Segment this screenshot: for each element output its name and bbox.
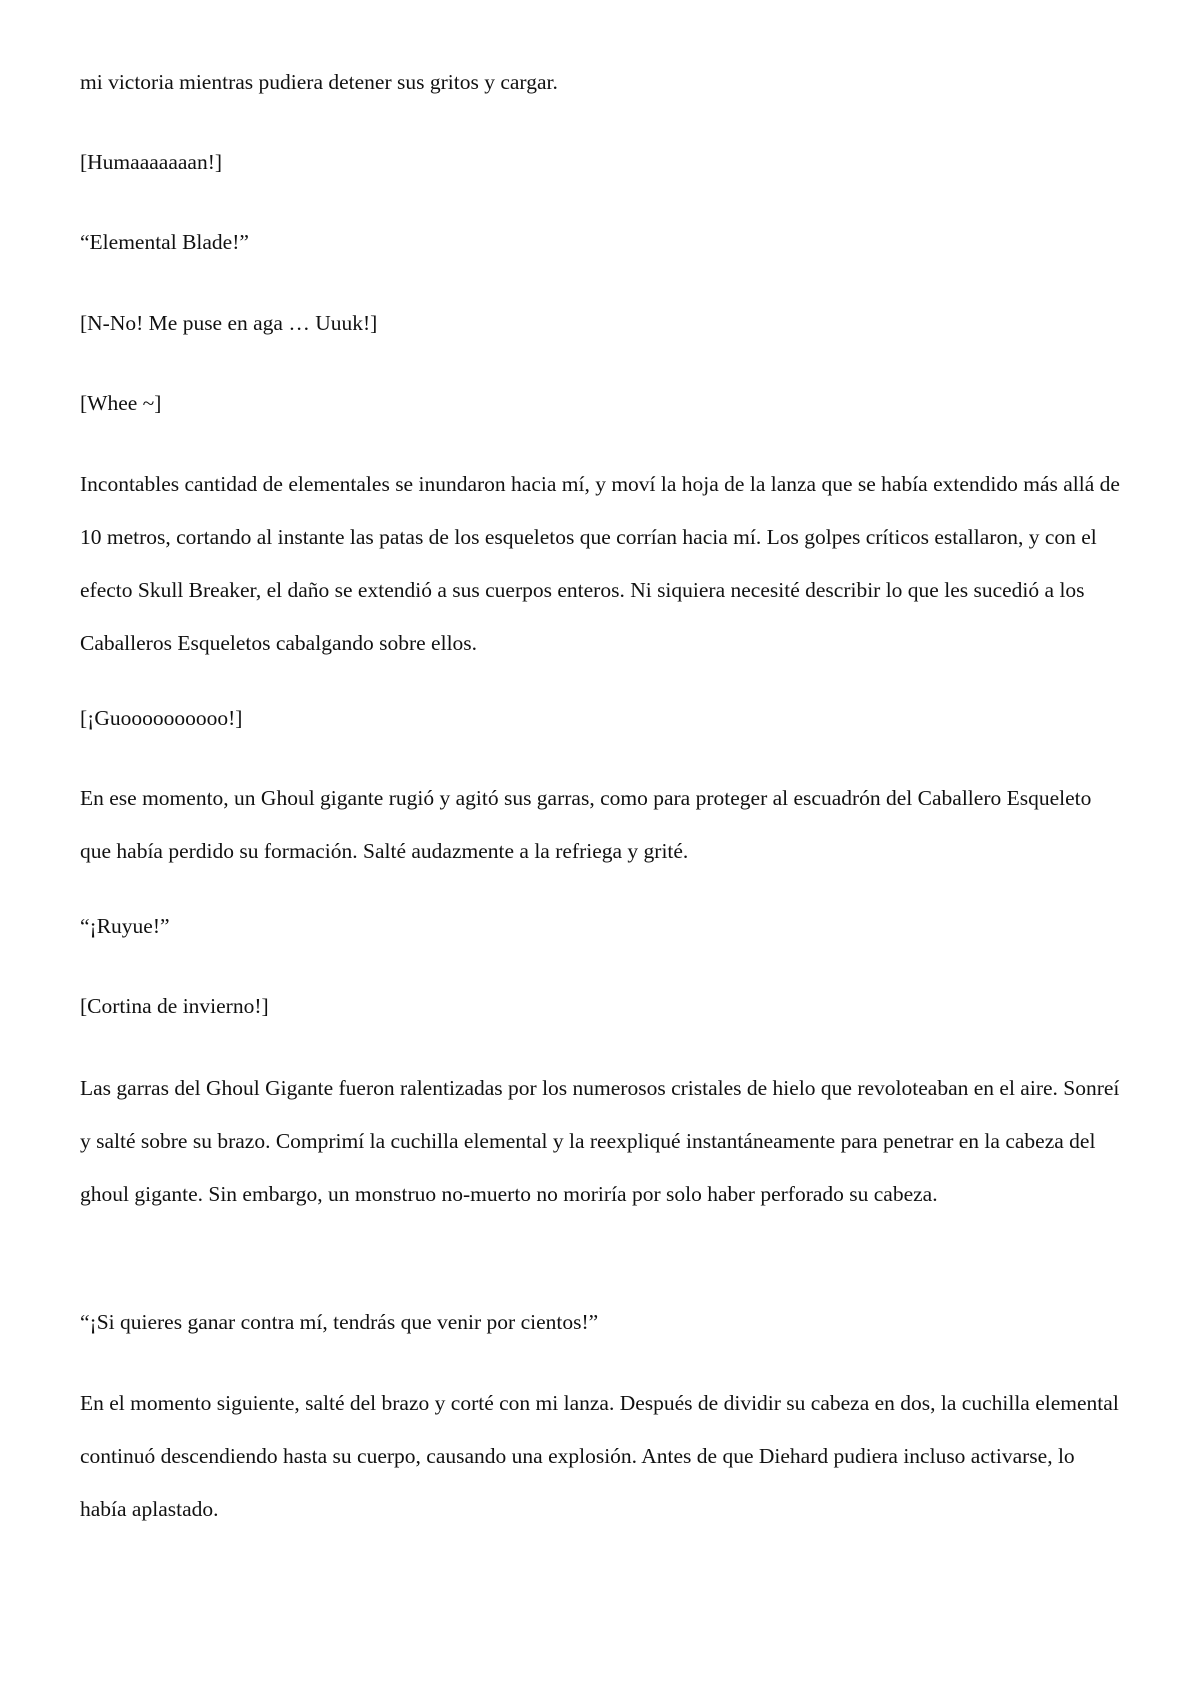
paragraph-8: En ese momento, un Ghoul gigante rugió y agitó sus garras, como para proteger al escuadrón del Caballero Esqueleto que había perdido su formación. Salté audazmente a la refriega y grité. [80,786,1092,863]
paragraph-2: [Humaaaaaaan!] [80,150,223,174]
paragraph-7: [¡Guoooooooooo!] [80,706,243,730]
paragraph-13: En el momento siguiente, salté del brazo y corté con mi lanza. Después de dividir su cabeza en dos, la cuchilla elemental continuó descendiendo hasta su cuerpo, causando una explosión. Antes de que Diehard pudiera incluso activarse, lo había aplastado. [80,1391,1119,1521]
paragraph-1: mi victoria mientras pudiera detener sus gritos y cargar. [80,70,558,94]
paragraph-6: Incontables cantidad de elementales se inundaron hacia mí, y moví la hoja de la lanza que se había extendido más allá de 10 metros, cortando al instante las patas de los esqueletos que corrían hacia mí. Los golpes críticos estallaron, y con el efecto Skull Breaker, el daño se extendió a sus cuerpos enteros. Ni siquiera necesité describir lo que les sucedió a los Caballeros Esqueletos cabalgando sobre ellos. [80,472,1120,655]
paragraph-5: [Whee ~] [80,391,162,415]
paragraph-9: “¡Ruyue!” [80,914,170,938]
paragraph-3: “Elemental Blade!” [80,230,249,254]
paragraph-11: Las garras del Ghoul Gigante fueron ralentizadas por los numerosos cristales de hielo que revoloteaban en el aire. Sonreí y salté sobre su brazo. Comprimí la cuchilla elemental y la reexpliqué instantáneamente para penetrar en la cabeza del ghoul gigante. Sin embargo, un monstruo no-muerto no moriría por solo haber perforado su cabeza. [80,1076,1120,1206]
paragraph-10: [Cortina de invierno!] [80,994,269,1018]
paragraph-12: “¡Si quieres ganar contra mí, tendrás que venir por cientos!” [80,1310,599,1334]
paragraph-4: [N-No! Me puse en aga … Uuuk!] [80,311,378,335]
